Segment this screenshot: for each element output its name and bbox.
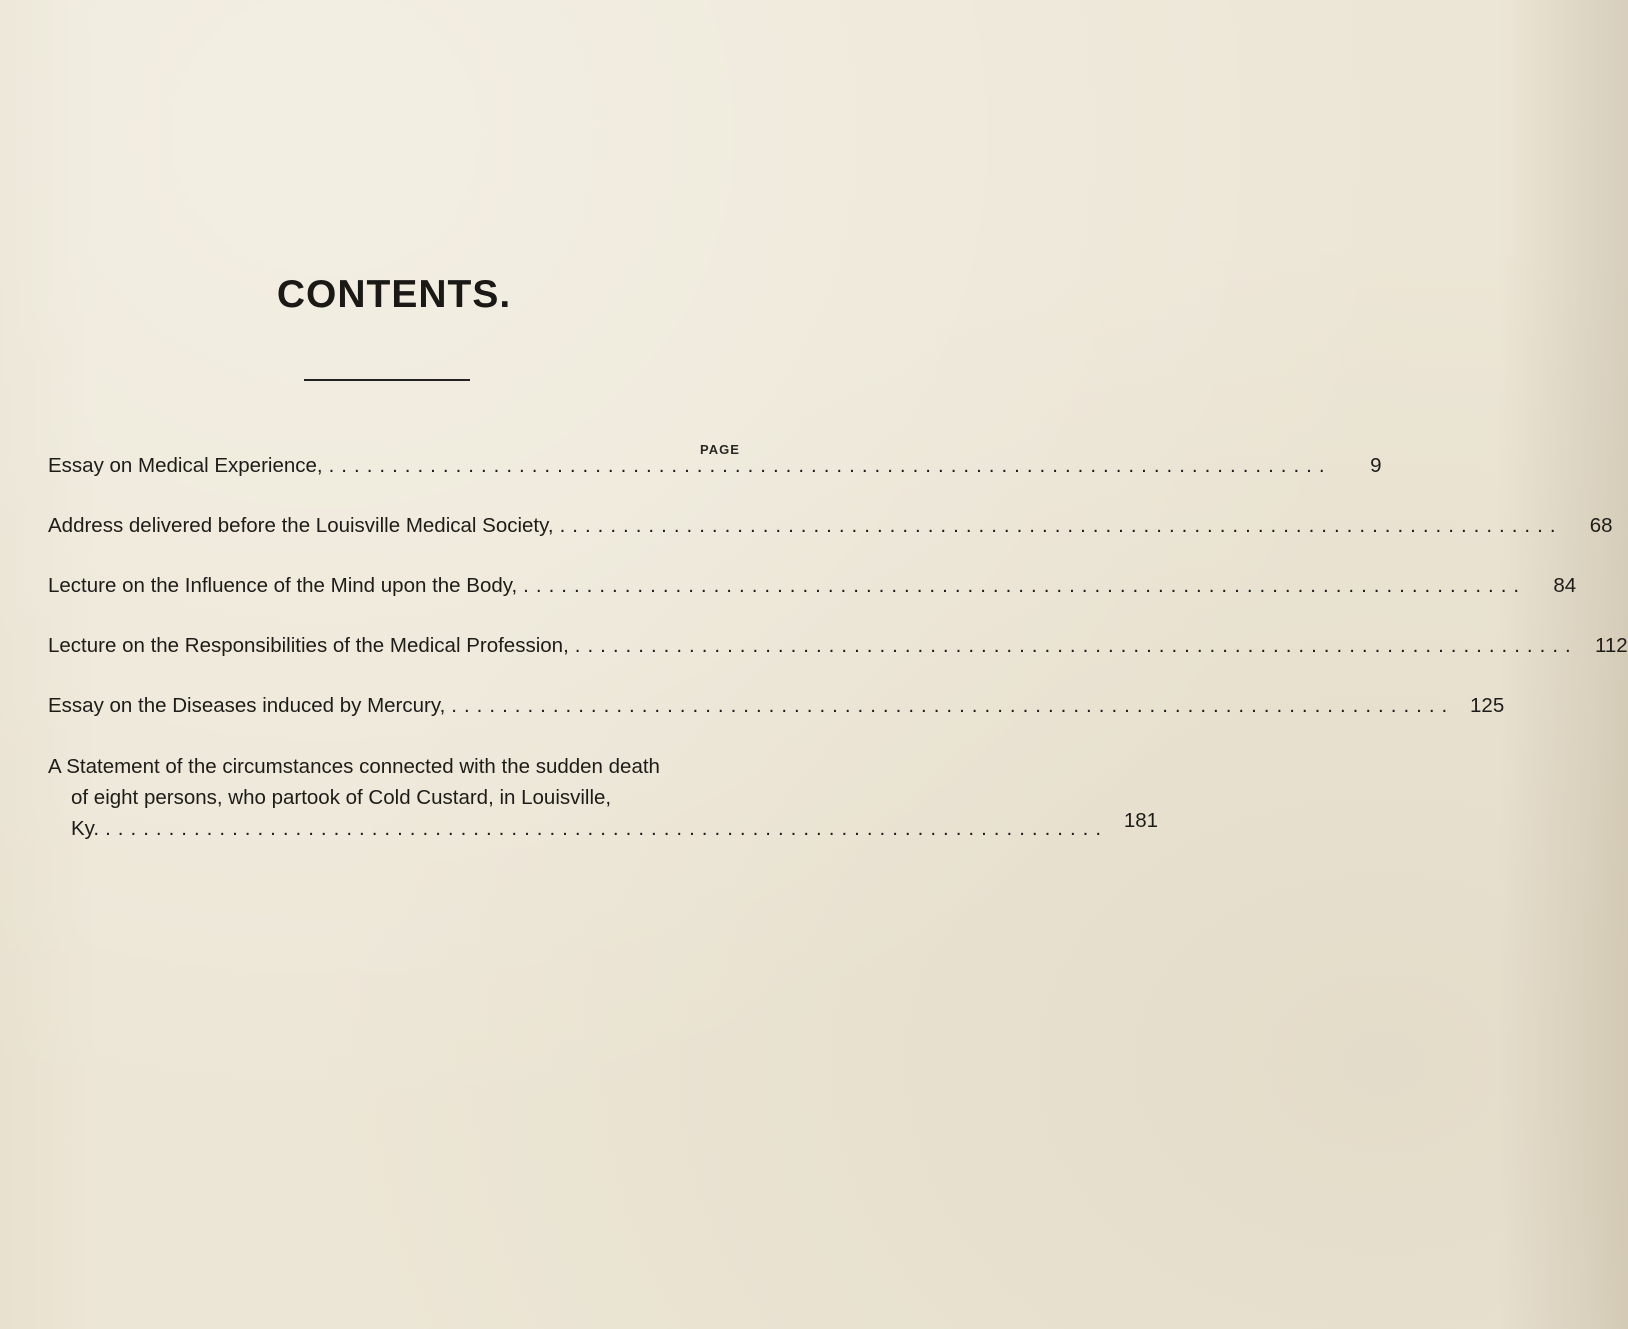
toc-entry-title-line-1: A Statement of the circumstances connected with the sudden death [48,755,660,778]
toc-entry[interactable] [48,690,1505,721]
toc-entry-title: Essay on the Diseases induced by Mercury, [48,694,446,717]
toc-entry-page: 84 [1553,574,1577,597]
page-title: CONTENTS. [276,273,512,316]
toc-entry-page: 9 [1370,454,1382,477]
page-column-label: PAGE [700,442,740,457]
toc-entry[interactable] [48,630,1628,661]
title-divider [304,379,470,381]
toc-entry-title: Lecture on the Responsibilities of the Medical Profession, [48,634,569,657]
toc-entry[interactable] [48,450,1382,481]
toc-entry-title: Address delivered before the Louisville Medical Society, [48,514,554,537]
toc-entry-page: 125 [1470,694,1505,717]
dot-leader: ............................................................................... [574,634,1578,657]
toc-entry-title: Essay on Medical Experience, [48,454,323,477]
dot-leader: ............................................................................... [451,694,1455,717]
dot-leader: ............................................................................... [523,574,1527,597]
toc-entry-title: Lecture on the Influence of the Mind upon the Body, [48,574,518,597]
toc-entry[interactable] [48,510,1613,541]
toc-entry-page: 68 [1589,514,1613,537]
toc-entry-title-line-2: of eight persons, who partook of Cold Custard, in Louisville, [71,786,612,809]
dot-leader: ............................................................................... [105,817,1109,840]
toc-entry-page: 112 [1595,634,1628,657]
toc-entry-title-line-3: Ky. [71,817,100,840]
dot-leader: ............................................................................... [559,514,1563,537]
toc-entry[interactable] [48,570,1577,601]
toc-entry-multiline[interactable] [48,751,1159,844]
dot-leader: ............................................................................... [328,454,1332,477]
toc-entry-page: 181 [1123,809,1159,832]
